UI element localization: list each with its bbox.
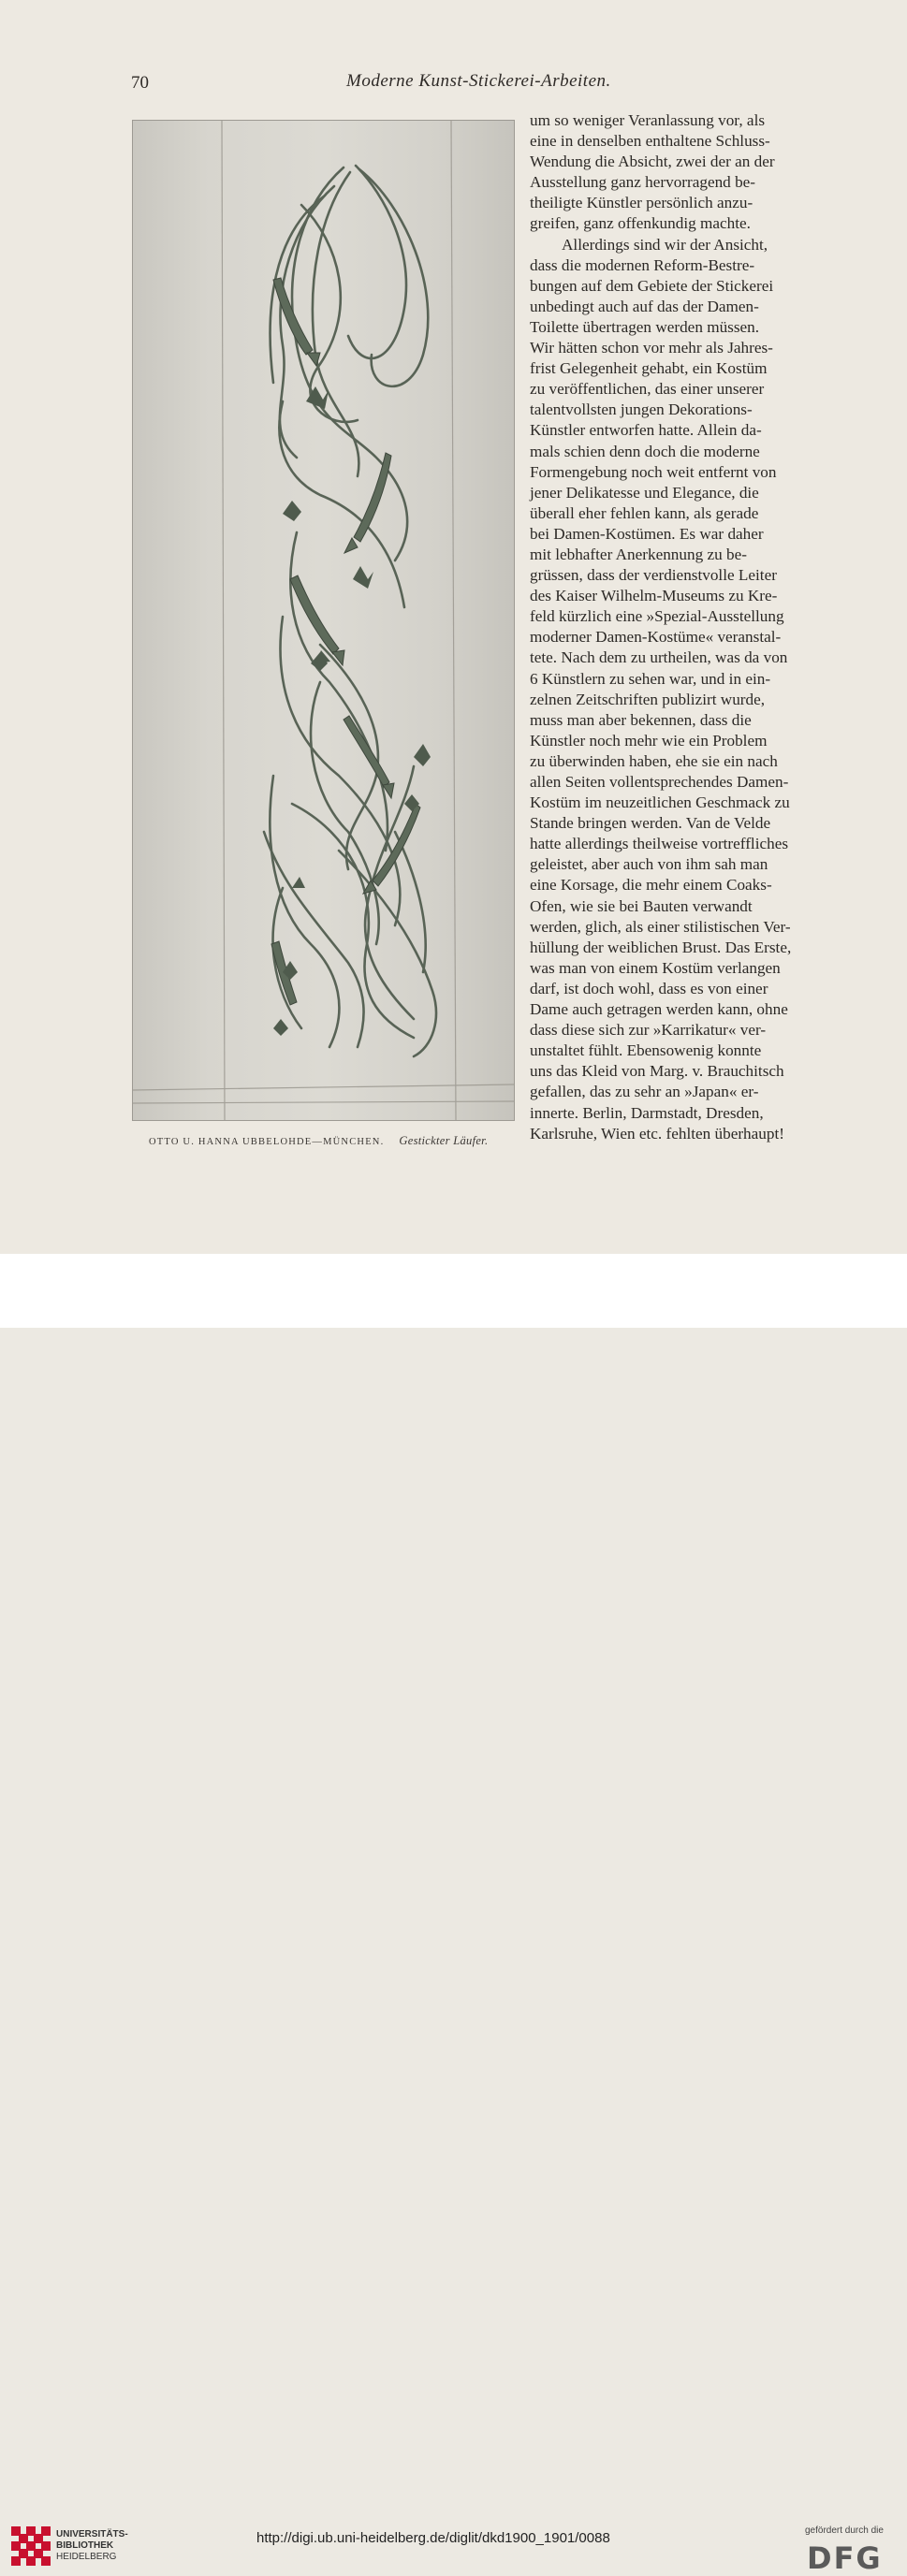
body-line: eine Korsage, die mehr einem Coaks-: [530, 876, 772, 895]
body-line: Künstler entworfen hatte. Allein da-: [530, 421, 762, 440]
body-line: was man von einem Kostüm verlangen: [530, 958, 781, 977]
body-line: darf, ist doch wohl, dass es von einer: [530, 979, 768, 997]
document-page: [0, 0, 907, 1254]
body-line: theiligte Künstler persönlich anzu-: [530, 194, 753, 212]
body-line: Allerdings sind wir der Ansicht,: [562, 235, 768, 254]
funding-note: gefördert durch die: [805, 2525, 884, 2536]
page-number: 70: [131, 73, 149, 93]
body-line: überall eher fehlen kann, als gerade: [530, 503, 759, 522]
embroidery-illustration: [133, 121, 514, 1120]
body-line: tete. Nach dem zu urtheilen, was da von: [530, 648, 788, 667]
body-line: zu veröffentlichen, das einer unserer: [530, 380, 765, 399]
dfg-logo: DFG: [807, 2540, 883, 2576]
caption-title: Gestickter Läufer.: [399, 1134, 489, 1147]
body-line: Ausstellung ganz hervorragend be-: [530, 173, 756, 192]
body-line: mit lebhafter Anerkennung zu be-: [530, 545, 747, 563]
body-line: unbedingt auch auf das der Damen-: [530, 297, 759, 315]
body-line: uns das Kleid von Marg. v. Brauchitsch: [530, 1062, 784, 1081]
library-name-line: BIBLIOTHEK: [56, 2540, 114, 2551]
embroidered-runner-photo: [132, 120, 515, 1121]
body-line: eine in denselben enthaltene Schluss-: [530, 132, 770, 151]
university-library-logo-icon: [11, 2526, 51, 2566]
body-line: frist Gelegenheit gehabt, ein Kostüm: [530, 359, 768, 378]
body-line: zu überwinden haben, ehe sie ein nach: [530, 751, 778, 770]
body-line: Kostüm im neuzeitlichen Geschmack zu: [530, 793, 790, 812]
body-line: innerte. Berlin, Darmstadt, Dresden,: [530, 1103, 764, 1122]
library-name-line: HEIDELBERG: [56, 2552, 117, 2562]
body-line: muss man aber bekennen, dass die: [530, 710, 752, 729]
library-name-line: UNIVERSITÄTS-: [56, 2529, 128, 2540]
body-line: Ofen, wie sie bei Bauten verwandt: [530, 896, 753, 915]
body-line: Wendung die Absicht, zwei der an der: [530, 153, 775, 171]
body-line: Karlsruhe, Wien etc. fehlten überhaupt!: [530, 1124, 784, 1142]
body-line: moderner Damen-Kostüme« veranstal-: [530, 628, 782, 647]
permalink-url[interactable]: http://digi.ub.uni-heidelberg.de/diglit/dkd1900_1901/0088: [256, 2530, 610, 2546]
body-line: Künstler noch mehr wie ein Problem: [530, 731, 768, 750]
body-line: werden, glich, als einer stilistischen Ver-: [530, 917, 791, 936]
body-line: Toilette übertragen werden müssen.: [530, 317, 760, 336]
body-line: Dame auch getragen werden kann, ohne: [530, 1000, 788, 1019]
body-line: Wir hätten schon vor mehr als Jahres-: [530, 339, 773, 357]
library-name: [56, 2529, 128, 2563]
body-line: gefallen, das zu sehr an »Japan« er-: [530, 1083, 759, 1101]
body-line: mals schien denn doch die moderne: [530, 442, 760, 460]
body-line: Formengebung noch weit entfernt von: [530, 462, 777, 481]
body-line: unstaltet fühlt. Ebensowenig konnte: [530, 1041, 762, 1060]
viewer-footer: [0, 1254, 907, 2576]
body-line: dass die modernen Reform-Bestre-: [530, 255, 755, 274]
running-title: Moderne Kunst-Stickerei-Arbeiten.: [346, 71, 611, 91]
body-line: hatte allerdings theilweise vortreffliches: [530, 835, 789, 853]
body-line: allen Seiten vollentsprechendes Damen-: [530, 773, 789, 791]
body-line: jener Delikatesse und Elegance, die: [530, 483, 759, 502]
body-line: bei Damen-Kostümen. Es war daher: [530, 524, 764, 543]
body-line: grüssen, dass der verdienstvolle Leiter: [530, 566, 777, 585]
body-text-column: [530, 110, 837, 1144]
body-line: des Kaiser Wilhelm-Museums zu Kre-: [530, 587, 778, 605]
body-line: zelnen Zeitschriften publizirt wurde,: [530, 690, 766, 708]
body-line: dass diese sich zur »Karrikatur« ver-: [530, 1021, 767, 1040]
body-line: geleistet, aber auch von ihm sah man: [530, 855, 768, 874]
body-line: hüllung der weiblichen Brust. Das Erste,: [530, 938, 792, 956]
figure-caption: [149, 1134, 523, 1148]
body-line: um so weniger Veranlassung vor, als: [530, 111, 766, 129]
body-line: feld kürzlich eine »Spezial-Ausstellung: [530, 607, 784, 626]
body-line: greifen, ganz offenkundig machte.: [530, 214, 751, 233]
body-line: Stande bringen werden. Van de Velde: [530, 814, 771, 833]
body-line: 6 Künstlern zu sehen war, und in ein-: [530, 669, 771, 688]
body-line: talentvollsten jungen Dekorations-: [530, 400, 753, 419]
caption-artists: OTTO U. HANNA UBBELOHDE—MÜNCHEN.: [149, 1137, 385, 1147]
body-line: bungen auf dem Gebiete der Stickerei: [530, 276, 774, 295]
